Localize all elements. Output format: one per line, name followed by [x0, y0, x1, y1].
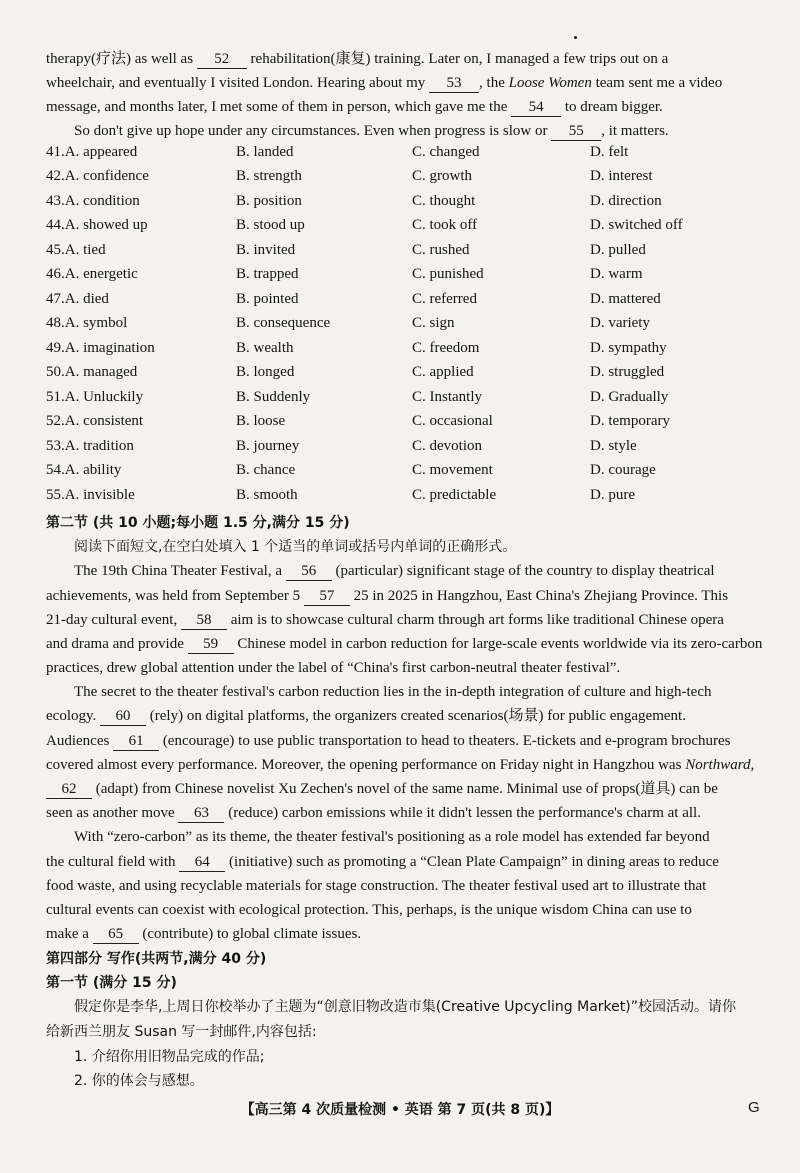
blank-64: 64 — [179, 853, 225, 872]
option-row: 55.A. invisible B. smooth C. predictable D. pure — [46, 487, 635, 503]
option-a: A. confidence — [64, 168, 149, 184]
passage-line: practices, drew global attention under the label of “China's first carbon-neutral theater festival”. — [46, 660, 621, 676]
option-d: D. sympathy — [590, 340, 667, 356]
passage-line: seen as another move 63 (reduce) carbon emissions while it didn't lessen the performance's charm at all. — [46, 805, 701, 821]
option-c: C. thought — [412, 193, 476, 209]
option-row: 54.A. ability B. chance C. movement D. courage — [46, 462, 656, 478]
prompt-item: 2. 你的体会与感想。 — [74, 1073, 204, 1089]
option-b: B. journey — [236, 438, 300, 454]
option-c: C. predictable — [412, 487, 497, 503]
option-row: 46.A. energetic B. trapped C. punished D. warm — [46, 266, 643, 282]
section-heading: 第二节 (共 10 小题;每小题 1.5 分,满分 15 分) — [46, 515, 350, 531]
option-d: D. interest — [590, 168, 653, 184]
blank-55: 55 — [551, 122, 601, 141]
passage-line: The secret to the theater festival's carbon reduction lies in the in-depth integration of culture and high-tech — [74, 684, 712, 700]
option-b: B. smooth — [236, 487, 298, 503]
blank-60: 60 — [100, 707, 146, 726]
option-c: C. sign — [412, 315, 455, 331]
option-d: D. style — [590, 438, 637, 454]
option-a: A. imagination — [64, 340, 155, 356]
part-heading: 第四部分 写作(共两节,满分 40 分) — [46, 951, 267, 967]
option-b: B. loose — [236, 413, 286, 429]
blank-59: 59 — [188, 635, 234, 654]
option-c: C. movement — [412, 462, 493, 478]
option-d: D. pulled — [590, 242, 646, 258]
option-a: A. appeared — [64, 144, 138, 160]
passage-line: Audiences 61 (encourage) to use public transportation to head to theaters. E-tickets and e-program brochures — [46, 733, 731, 749]
option-d: D. Gradually — [590, 389, 669, 405]
option-b: B. Suddenly — [236, 389, 311, 405]
passage-line: 21-day cultural event, 58 aim is to showcase cultural charm through art forms like traditional Chinese opera — [46, 612, 724, 628]
passage-line: The 19th China Theater Festival, a 56 (particular) significant stage of the country to display theatrical — [74, 563, 715, 579]
writing-prompt: 假定你是李华,上周日你校举办了主题为“创意旧物改造市集(Creative Upcycling Market)”校园活动。请你 — [74, 999, 736, 1015]
option-d: D. mattered — [590, 291, 661, 307]
option-row: 47.A. died B. pointed C. referred D. mattered — [46, 291, 661, 307]
passage-line: So don't give up hope under any circumstances. Even when progress is slow or 55 , it matters. — [74, 123, 669, 139]
option-b: B. pointed — [236, 291, 299, 307]
blank-53: 53 — [429, 74, 479, 93]
option-c: C. rushed — [412, 242, 470, 258]
option-a: A. invisible — [64, 487, 135, 503]
ink-dot — [574, 36, 577, 39]
option-d: D. direction — [590, 193, 662, 209]
section-instruction: 阅读下面短文,在空白处填入 1 个适当的单词或括号内单词的正确形式。 — [74, 539, 517, 555]
passage-line: wheelchair, and eventually I visited London. Hearing about my 53 , the Loose Women team sent me a video — [46, 75, 723, 91]
option-b: B. position — [236, 193, 302, 209]
option-d: D. pure — [590, 487, 635, 503]
option-a: A. ability — [64, 462, 122, 478]
option-a: A. Unluckily — [64, 389, 144, 405]
blank-52: 52 — [197, 50, 247, 69]
passage-line: food waste, and using recyclable materials for stage construction. The theater festival used art to illustrate that — [46, 878, 707, 894]
option-a: A. energetic — [64, 266, 138, 282]
option-row: 45.A. tied B. invited C. rushed D. pulled — [46, 242, 646, 258]
option-c: C. changed — [412, 144, 480, 160]
option-a: A. managed — [64, 364, 138, 380]
blank-57: 57 — [304, 587, 350, 606]
option-d: D. variety — [590, 315, 650, 331]
option-row: 53.A. tradition B. journey C. devotion D. style — [46, 438, 637, 454]
option-b: B. chance — [236, 462, 296, 478]
option-c: C. referred — [412, 291, 477, 307]
passage-line: cultural events can coexist with ecological protection. This, perhaps, is the unique wisdom China can use to — [46, 902, 692, 918]
option-row: 49.A. imagination B. wealth C. freedom D. sympathy — [46, 340, 667, 356]
passage-line: ecology. 60 (rely) on digital platforms, the organizers created scenarios(场景) for public engagement. — [46, 708, 686, 724]
option-row: 52.A. consistent B. loose C. occasional D. temporary — [46, 413, 670, 429]
option-c: C. Instantly — [412, 389, 482, 405]
option-a: A. consistent — [64, 413, 144, 429]
option-d: D. struggled — [590, 364, 665, 380]
blank-62: 62 — [46, 780, 92, 799]
option-a: A. condition — [64, 193, 140, 209]
blank-65: 65 — [93, 925, 139, 944]
passage-line: make a 65 (contribute) to global climate issues. — [46, 926, 362, 942]
passage-line: covered almost every performance. Moreover, the opening performance on Friday night in Hangzhou was Northward, — [46, 757, 755, 773]
option-c: C. occasional — [412, 413, 493, 429]
option-d: D. warm — [590, 266, 643, 282]
option-d: D. felt — [590, 144, 629, 160]
option-a: A. tied — [64, 242, 106, 258]
option-d: D. courage — [590, 462, 656, 478]
option-b: B. invited — [236, 242, 296, 258]
option-row: 42.A. confidence B. strength C. growth D. interest — [46, 168, 653, 184]
option-d: D. temporary — [590, 413, 670, 429]
option-a: A. symbol — [64, 315, 128, 331]
option-b: B. consequence — [236, 315, 331, 331]
passage-line: 62 (adapt) from Chinese novelist Xu Zechen's novel of the same name. Minimal use of props(道具) can be — [46, 777, 766, 801]
option-c: C. freedom — [412, 340, 480, 356]
blank-61: 61 — [113, 732, 159, 751]
option-row: 44.A. showed up B. stood up C. took off D. switched off — [46, 217, 683, 233]
option-c: C. took off — [412, 217, 478, 233]
blank-63: 63 — [178, 804, 224, 823]
passage-line: message, and months later, I met some of them in person, which gave me the 54 to dream bigger. — [46, 99, 663, 115]
option-a: A. died — [64, 291, 109, 307]
option-row: 41.A. appeared B. landed C. changed D. felt — [46, 144, 629, 160]
option-row: 48.A. symbol B. consequence C. sign D. variety — [46, 315, 650, 331]
option-b: B. strength — [236, 168, 302, 184]
passage-line: the cultural field with 64 (initiative) such as promoting a “Clean Plate Campaign” in dining areas to reduce — [46, 854, 719, 870]
option-row: 51.A. Unluckily B. Suddenly C. Instantly D. Gradually — [46, 389, 669, 405]
option-b: B. longed — [236, 364, 295, 380]
passage-line: achievements, was held from September 5 57 25 in 2025 in Hangzhou, East China's Zhejiang Province. This — [46, 588, 729, 604]
option-a: A. showed up — [64, 217, 148, 233]
passage-line: and drama and provide 59 Chinese model in carbon reduction for large-scale events worldwide via its zero-carbon — [46, 636, 763, 652]
option-row: 43.A. condition B. position C. thought D. direction — [46, 193, 662, 209]
option-b: B. trapped — [236, 266, 299, 282]
option-c: C. punished — [412, 266, 484, 282]
option-b: B. stood up — [236, 217, 305, 233]
writing-prompt: 给新西兰朋友 Susan 写一封邮件,内容包括: — [46, 1024, 317, 1040]
blank-58: 58 — [181, 611, 227, 630]
passage-line: therapy(疗法) as well as 52 rehabilitation(康复) training. Later on, I managed a few trips out on a — [46, 51, 669, 67]
option-row: 50.A. managed B. longed C. applied D. struggled — [46, 364, 665, 380]
option-c: C. applied — [412, 364, 474, 380]
option-a: A. tradition — [64, 438, 134, 454]
page-footer: 【高三第 4 次质量检测 • 英语 第 7 页(共 8 页)】 — [240, 1102, 560, 1118]
option-c: C. growth — [412, 168, 472, 184]
sub-heading: 第一节 (满分 15 分) — [46, 975, 177, 991]
prompt-item: 1. 介绍你用旧物品完成的作品; — [74, 1049, 265, 1065]
passage-line: With “zero-carbon” as its theme, the theater festival's positioning as a role model has extended far beyond — [74, 829, 710, 845]
blank-54: 54 — [511, 98, 561, 117]
option-b: B. landed — [236, 144, 294, 160]
option-c: C. devotion — [412, 438, 482, 454]
blank-56: 56 — [286, 562, 332, 581]
paper-code: G — [748, 1099, 760, 1116]
option-d: D. switched off — [590, 217, 683, 233]
option-b: B. wealth — [236, 340, 294, 356]
